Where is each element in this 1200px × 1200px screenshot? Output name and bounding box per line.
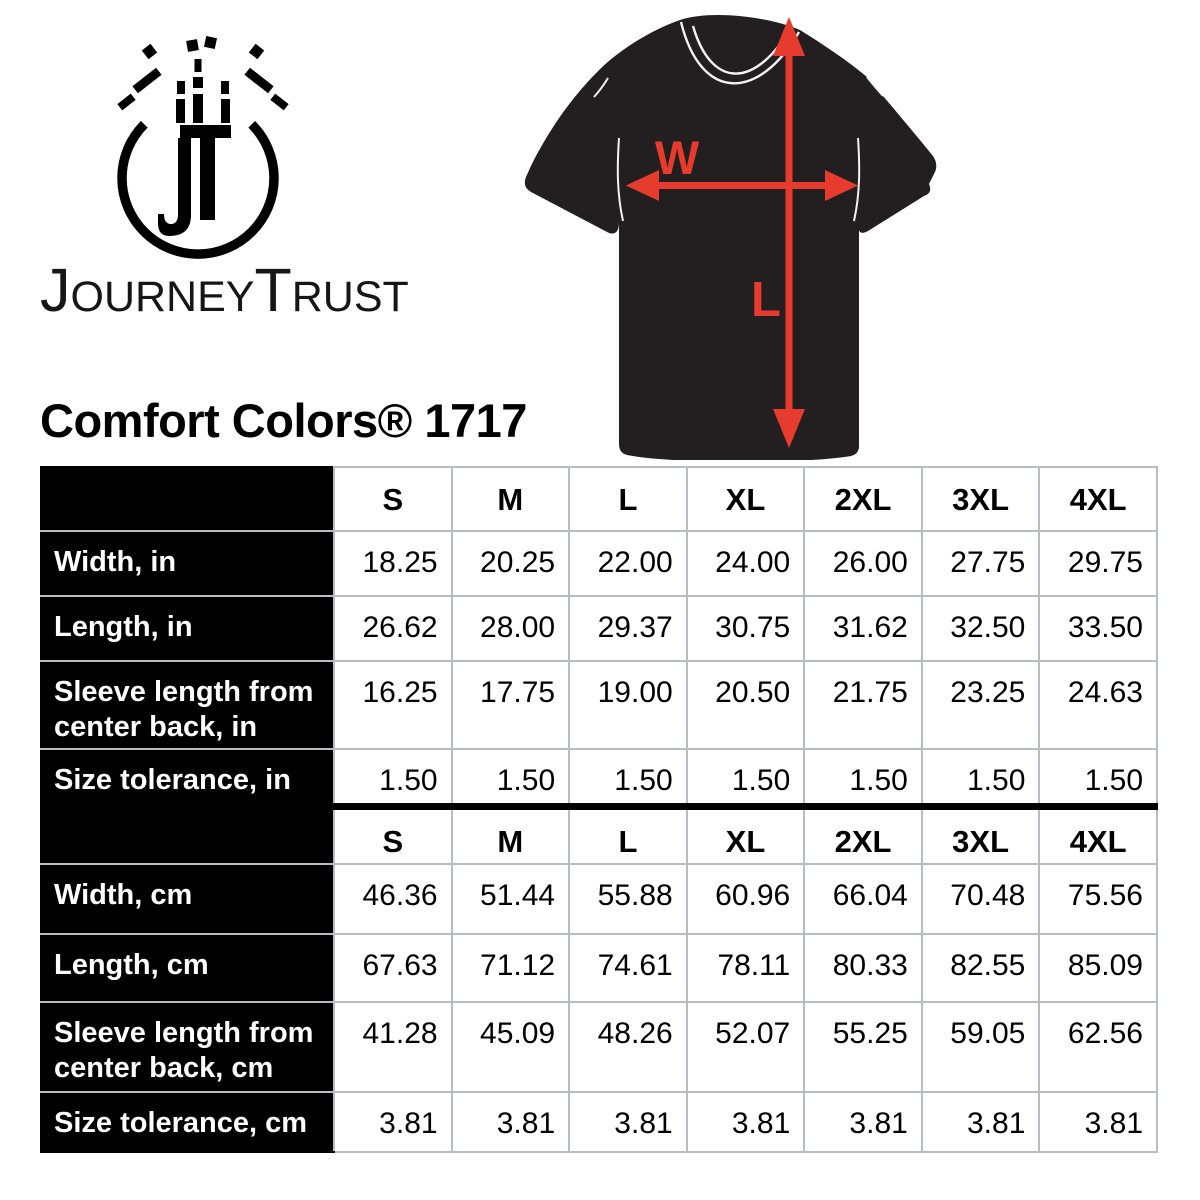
logo-sparkle-icon (117, 36, 288, 123)
size-value-cell: 52.07 (687, 1002, 805, 1092)
journeytrust-logo (108, 24, 298, 262)
table-row-length-cm (41, 934, 1157, 1002)
size-value-cell: 31.62 (804, 596, 922, 661)
size-value-cell: 3.81 (687, 1092, 805, 1152)
size-value-cell: 75.56 (1039, 864, 1157, 934)
column-header: 3XL (922, 806, 1040, 864)
row-label: Size tolerance, cm (41, 1092, 334, 1152)
table-row-tolerance-in (41, 749, 1157, 806)
size-value-cell: 19.00 (569, 661, 687, 749)
size-value-cell: 80.33 (804, 934, 922, 1002)
size-value-cell: 3.81 (334, 1092, 452, 1152)
size-value-cell: 23.25 (922, 661, 1040, 749)
column-header: 2XL (804, 467, 922, 531)
logo-monogram (158, 125, 231, 236)
row-label: Width, in (41, 531, 334, 596)
size-value-cell: 32.50 (922, 596, 1040, 661)
size-value-cell: 22.00 (569, 531, 687, 596)
size-value-cell: 48.26 (569, 1002, 687, 1092)
size-chart-table (40, 466, 1158, 1153)
size-value-cell: 1.50 (569, 749, 687, 806)
table-row-sleeve-in (41, 661, 1157, 749)
column-header: S (334, 467, 452, 531)
size-value-cell: 41.28 (334, 1002, 452, 1092)
row-label: Width, cm (41, 864, 334, 934)
row-label: Length, in (41, 596, 334, 661)
logo-circle (122, 124, 274, 254)
size-value-cell: 1.50 (687, 749, 805, 806)
tshirt-measurement-diagram (505, 8, 945, 460)
size-value-cell: 20.25 (452, 531, 570, 596)
size-value-cell: 29.75 (1039, 531, 1157, 596)
width-arrow-label: W (654, 131, 700, 184)
size-value-cell: 18.25 (334, 531, 452, 596)
column-header: M (452, 467, 570, 531)
table-row-length-in (41, 596, 1157, 661)
size-value-cell: 26.00 (804, 531, 922, 596)
column-header: 3XL (922, 467, 1040, 531)
table-row-tolerance-cm (41, 1092, 1157, 1152)
size-value-cell: 55.88 (569, 864, 687, 934)
brand-wordmark-journey: Journey (40, 256, 255, 324)
size-value-cell: 74.61 (569, 934, 687, 1002)
size-value-cell: 3.81 (452, 1092, 570, 1152)
size-value-cell: 55.25 (804, 1002, 922, 1092)
column-header: L (569, 806, 687, 864)
size-value-cell: 30.75 (687, 596, 805, 661)
size-value-cell: 45.09 (452, 1002, 570, 1092)
size-value-cell: 1.50 (804, 749, 922, 806)
size-value-cell: 67.63 (334, 934, 452, 1002)
size-value-cell: 28.00 (452, 596, 570, 661)
size-value-cell: 51.44 (452, 864, 570, 934)
size-value-cell: 17.75 (452, 661, 570, 749)
size-value-cell: 3.81 (569, 1092, 687, 1152)
brand-wordmark-trust: Trust (254, 256, 409, 324)
size-value-cell: 24.63 (1039, 661, 1157, 749)
size-value-cell: 3.81 (922, 1092, 1040, 1152)
size-value-cell: 82.55 (922, 934, 1040, 1002)
table-corner-cell (41, 467, 334, 531)
size-value-cell: 3.81 (1039, 1092, 1157, 1152)
column-header: M (452, 806, 570, 864)
row-label: Sleeve length from center back, in (41, 661, 334, 749)
column-header: S (334, 806, 452, 864)
size-value-cell: 24.00 (687, 531, 805, 596)
size-value-cell: 29.37 (569, 596, 687, 661)
size-value-cell: 59.05 (922, 1002, 1040, 1092)
size-value-cell: 60.96 (687, 864, 805, 934)
column-header: XL (687, 806, 805, 864)
size-value-cell: 66.04 (804, 864, 922, 934)
column-header: XL (687, 467, 805, 531)
size-value-cell: 27.75 (922, 531, 1040, 596)
tshirt-silhouette (525, 15, 937, 460)
size-value-cell: 1.50 (452, 749, 570, 806)
size-value-cell: 1.50 (334, 749, 452, 806)
brand-wordmark (40, 256, 409, 324)
column-header: 4XL (1039, 806, 1157, 864)
column-header: 2XL (804, 806, 922, 864)
table-row-width-in (41, 531, 1157, 596)
size-value-cell: 33.50 (1039, 596, 1157, 661)
size-value-cell: 20.50 (687, 661, 805, 749)
row-label: Sleeve length from center back, cm (41, 1002, 334, 1092)
size-value-cell: 85.09 (1039, 934, 1157, 1002)
column-header: L (569, 467, 687, 531)
size-value-cell: 1.50 (922, 749, 1040, 806)
size-value-cell: 62.56 (1039, 1002, 1157, 1092)
row-label: Size tolerance, in (41, 749, 334, 806)
size-value-cell: 16.25 (334, 661, 452, 749)
row-label: Length, cm (41, 934, 334, 1002)
size-value-cell: 1.50 (1039, 749, 1157, 806)
length-arrow-label: L (751, 273, 781, 327)
size-value-cell: 46.36 (334, 864, 452, 934)
size-value-cell: 70.48 (922, 864, 1040, 934)
size-value-cell: 21.75 (804, 661, 922, 749)
size-value-cell: 78.11 (687, 934, 805, 1002)
product-title: Comfort Colors® 1717 (40, 394, 527, 448)
table-corner-cell (41, 806, 334, 864)
size-header-row-cm (41, 806, 1157, 864)
table-row-sleeve-cm (41, 1002, 1157, 1092)
size-header-row-in (41, 467, 1157, 531)
column-header: 4XL (1039, 467, 1157, 531)
size-value-cell: 71.12 (452, 934, 570, 1002)
size-value-cell: 3.81 (804, 1092, 922, 1152)
size-value-cell: 26.62 (334, 596, 452, 661)
table-row-width-cm (41, 864, 1157, 934)
